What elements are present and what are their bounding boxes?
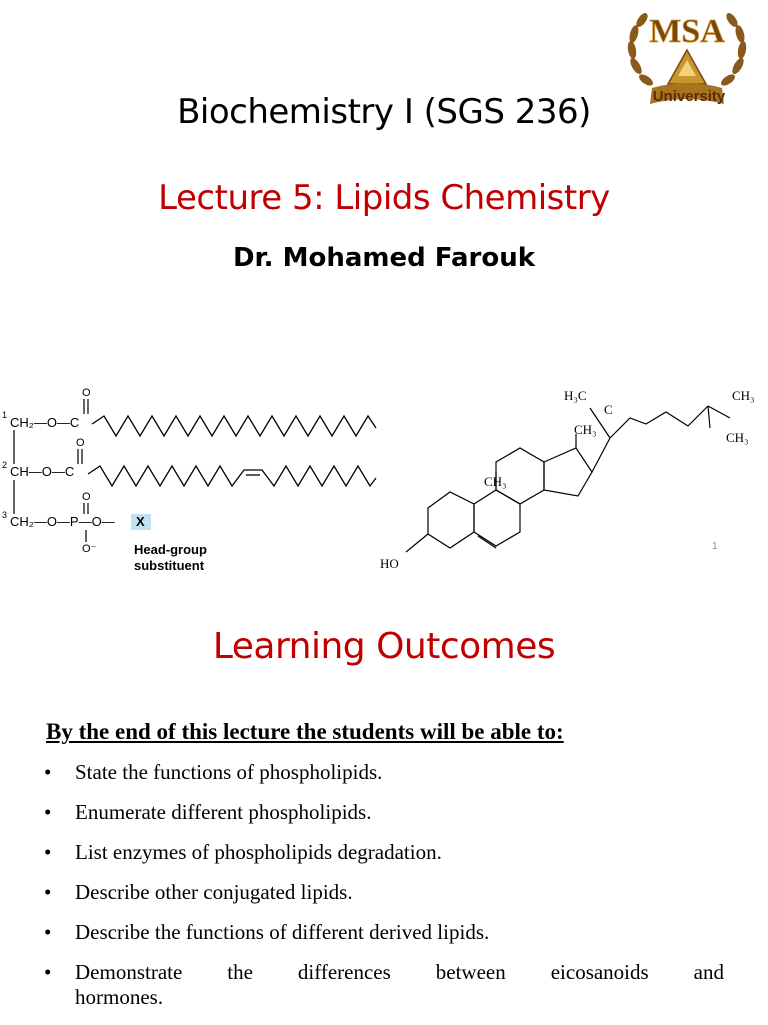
list-item: • State the functions of phospholipids. — [44, 760, 383, 784]
carbon-number-2: 2 — [2, 460, 8, 470]
oxygen-2: O — [76, 437, 85, 449]
list-item: • Describe the functions of different derived lipids. — [44, 920, 490, 944]
list-item: • Enumerate different phospholipids. — [44, 800, 372, 824]
bullet: • — [44, 760, 52, 784]
hydroxyl-ho: HO — [380, 556, 399, 571]
lecture-title: Lecture 5: Lipids Chemistry — [158, 178, 610, 218]
head-group-label-line1: Head-group — [134, 542, 207, 557]
bullet: • — [44, 920, 52, 944]
bullet: • — [44, 960, 52, 984]
carbon-1-label: CH₂—O—C — [10, 415, 80, 430]
cholesterol-structure-diagram — [378, 378, 768, 578]
learning-outcomes-heading: Learning Outcomes — [212, 626, 556, 667]
head-group-x: X — [136, 514, 145, 529]
phospholipid-structure-diagram — [0, 380, 380, 580]
saturated-fatty-acid-chain — [92, 416, 376, 436]
list-item: • Demonstrate the differences between eicosanoids and hormones. — [44, 960, 724, 1009]
outcomes-list — [44, 760, 724, 1025]
carbon-2-label: CH—O—C — [10, 464, 75, 479]
methyl-h3c: H₃C — [564, 388, 587, 403]
methyl-ch3-right: CH₃ — [726, 430, 749, 445]
list-item: • Describe other conjugated lipids. — [44, 880, 353, 904]
logo-wordmark: MSA — [649, 13, 725, 50]
bullet: • — [44, 840, 52, 864]
unsaturated-fatty-acid-chain — [88, 466, 376, 486]
head-group-label-line2: substituent — [134, 558, 205, 573]
oxygen-3: O — [82, 491, 91, 503]
outcomes-intro: By the end of this lecture the students will be able to: — [46, 719, 564, 744]
logo-subtitle: University — [652, 88, 726, 105]
carbon-3-label: CH₂—O—P—O— — [10, 514, 115, 529]
bullet: • — [44, 880, 52, 904]
bullet: • — [44, 800, 52, 824]
methyl-ch3-b-ring: CH₃ — [484, 474, 507, 489]
methyl-ch3-d-ring: CH₃ — [574, 422, 597, 437]
carbon-number-3: 3 — [2, 510, 8, 520]
slide-number: 1 — [712, 541, 718, 552]
carbon-number-1: 1 — [2, 410, 8, 420]
list-item: • List enzymes of phospholipids degradation. — [44, 840, 442, 864]
methyl-ch3-top: CH₃ — [732, 388, 755, 403]
oxygen-1: O — [82, 387, 91, 399]
author-name: Dr. Mohamed Farouk — [232, 243, 536, 273]
course-title: Biochemistry I (SGS 236) — [177, 92, 591, 132]
oxygen-minus: O⁻ — [82, 543, 97, 555]
side-chain-c: C — [604, 402, 613, 417]
